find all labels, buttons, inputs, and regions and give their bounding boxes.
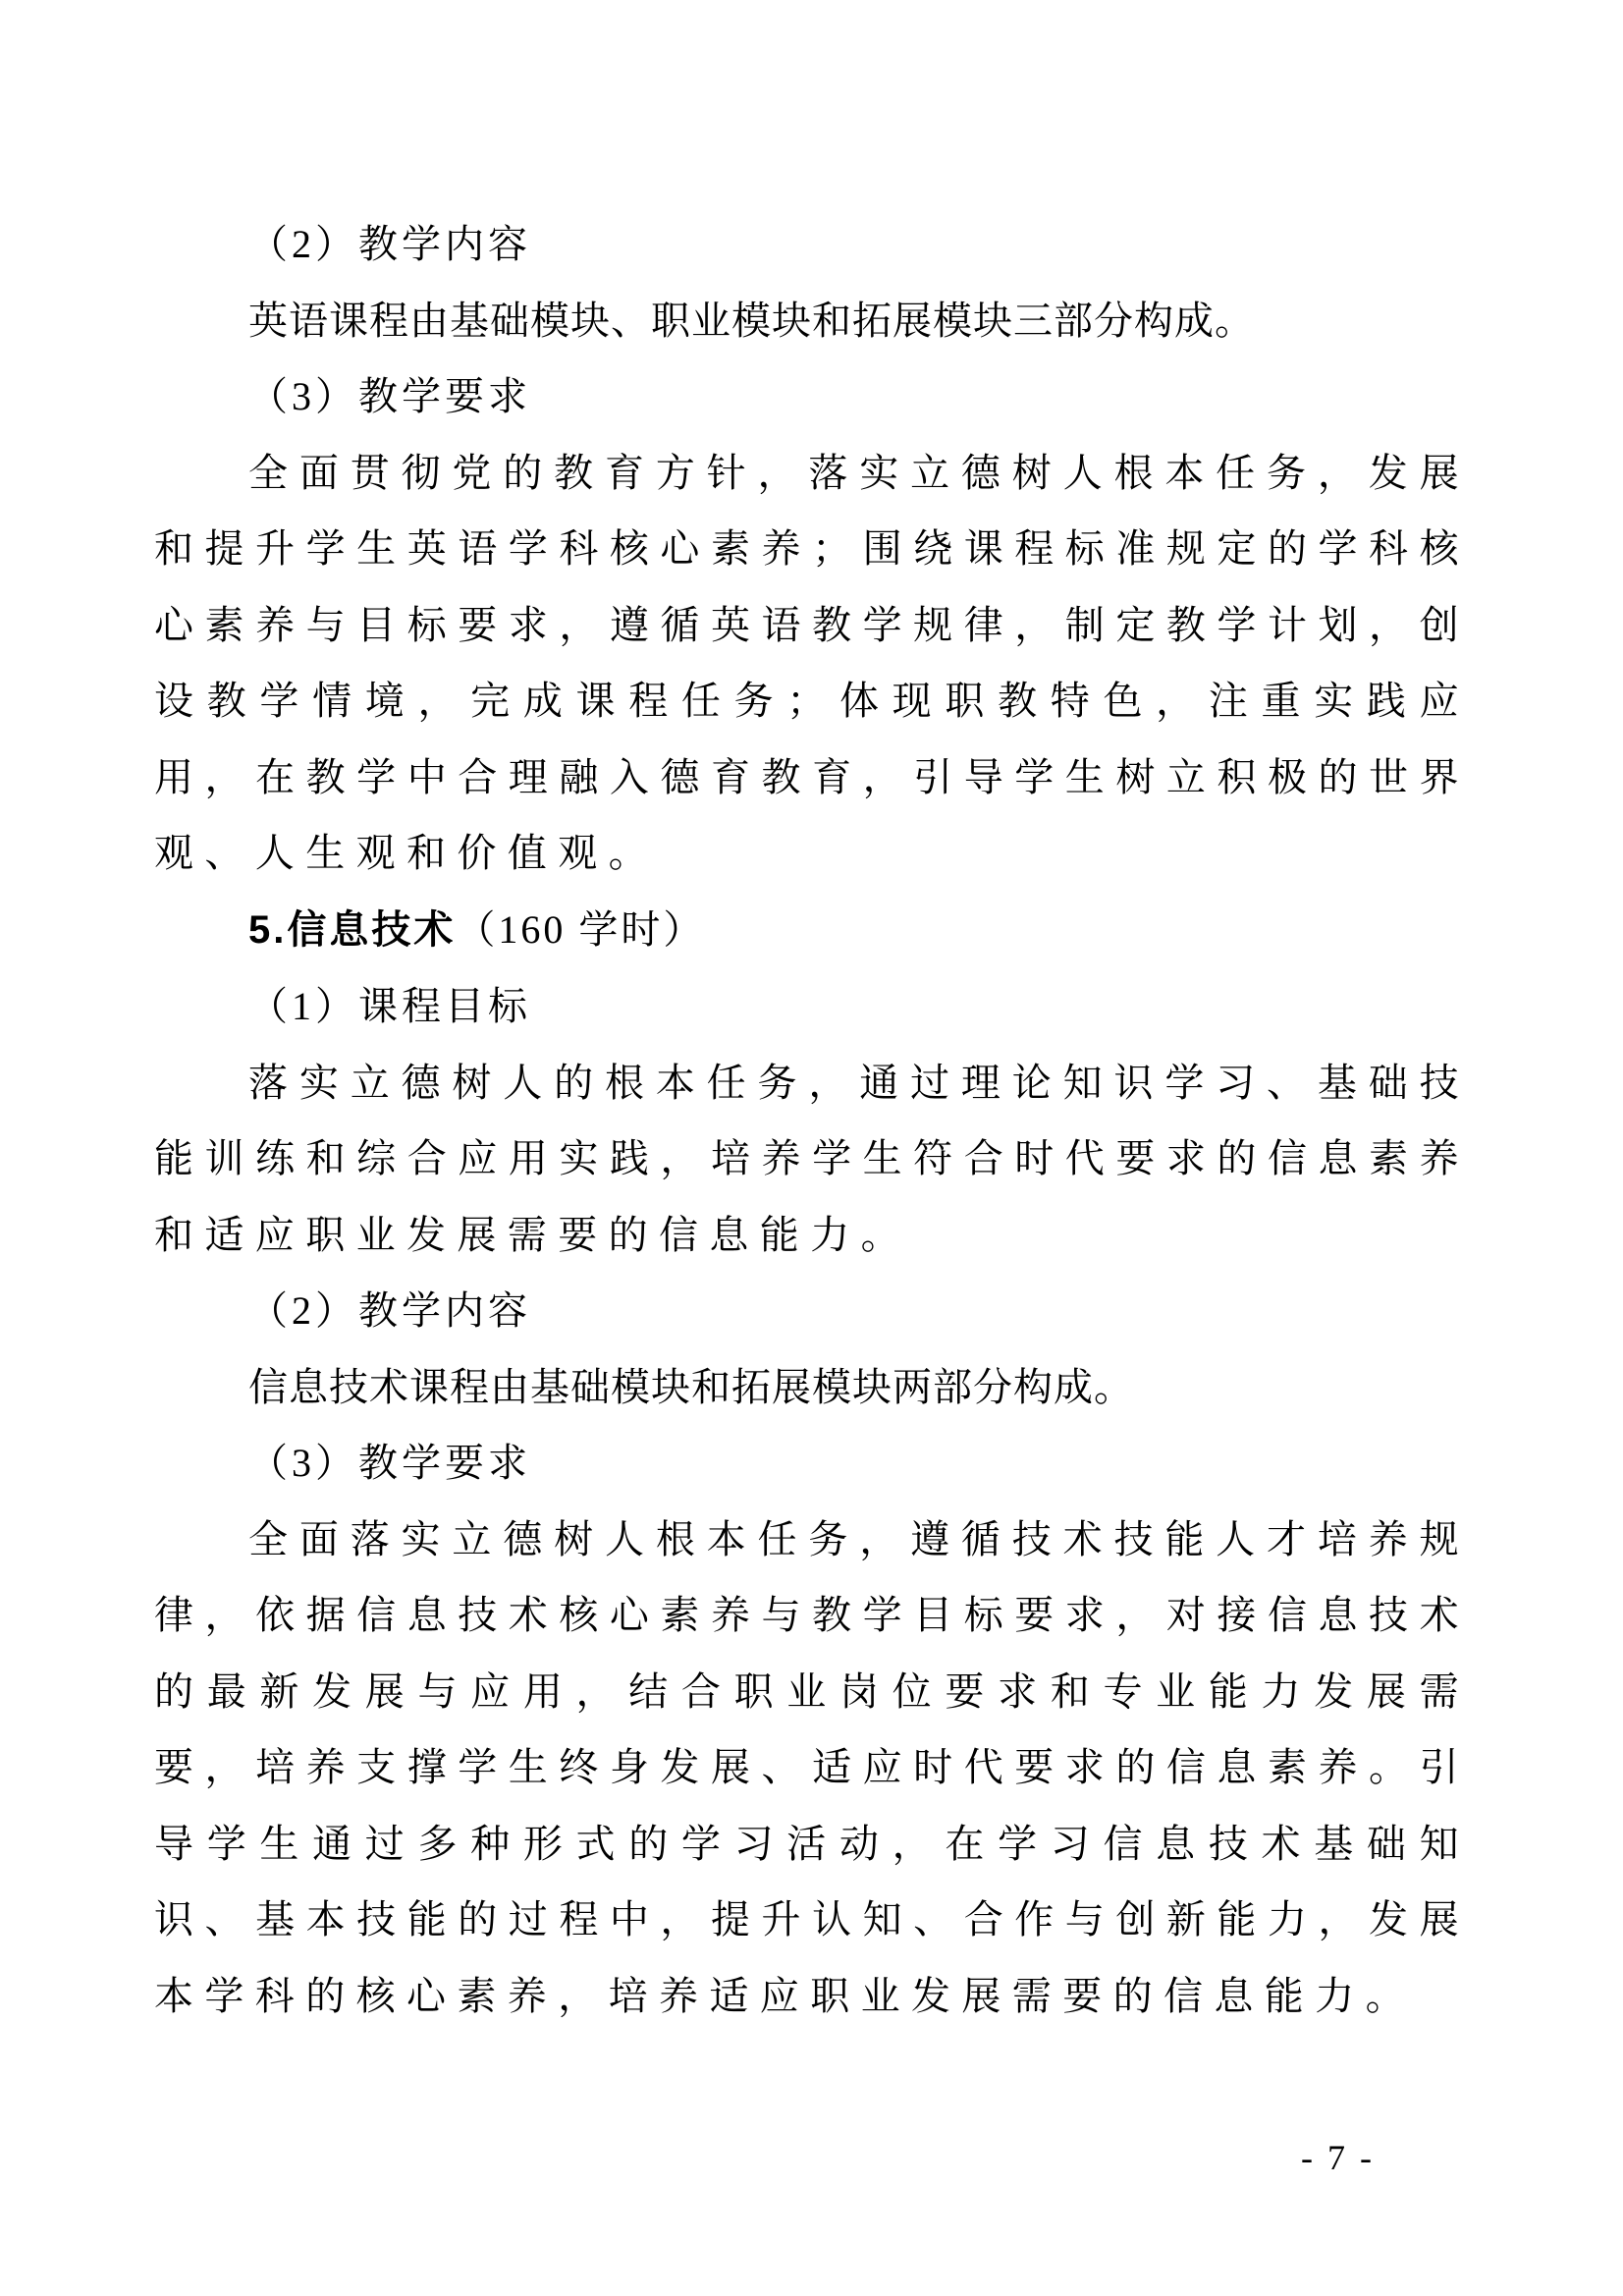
- heading-teaching-content-english: （2）教学内容: [248, 222, 531, 266]
- para-it-teaching-requirements: 全面落实立德树人根本任务，遵循技术技能人才培养规律，依据信息技术核心素养与教学目标要求，对接信息技术的最新发展与应用，结合职业岗位要求和专业能力发展需要，培养支撑学生终身发展、适应时代要求的信息素养。引导学生通过多种形式的学习活动，在学习信息技术基础知识、基本技能的过程中，提升认知、合作与创新能力，发展本学科的核心素养，培养适应职业发展需要的信息能力。: [154, 1516, 1470, 2018]
- heading-teaching-requirements-english: （3）教学要求: [248, 374, 531, 418]
- course-number-and-title: 5.信息技术: [248, 907, 457, 952]
- para-it-course-modules: 信息技术课程由基础模块和拓展模块两部分构成。: [248, 1364, 1134, 1409]
- document-body: [154, 206, 1470, 2034]
- page-number: - 7 -: [1301, 2138, 1375, 2177]
- para-english-course-modules: 英语课程由基础模块、职业模块和拓展模块三部分构成。: [248, 298, 1255, 343]
- heading-course-information-technology: [154, 892, 1470, 969]
- course-class-hours: （160 学时）: [456, 906, 706, 952]
- para-it-course-objectives: 落实立德树人的根本任务，通过理论知识学习、基础技能训练和综合应用实践，培养学生符合时代要求的信息素养和适应职业发展需要的信息能力。: [154, 1060, 1470, 1257]
- heading-course-objectives-it: （1）课程目标: [248, 984, 531, 1028]
- heading-teaching-content-it: （2）教学内容: [248, 1288, 531, 1333]
- heading-teaching-requirements-it: （3）教学要求: [248, 1441, 531, 1485]
- para-english-teaching-requirements: 全面贯彻党的教育方针，落实立德树人根本任务，发展和提升学生英语学科核心素养；围绕课程标准规定的学科核心素养与目标要求，遵循英语教学规律，制定教学计划，创设教学情境，完成课程任务；体现职教特色，注重实践应用，在教学中合理融入德育教育，引导学生树立积极的世界观、人生观和价值观。: [154, 450, 1470, 875]
